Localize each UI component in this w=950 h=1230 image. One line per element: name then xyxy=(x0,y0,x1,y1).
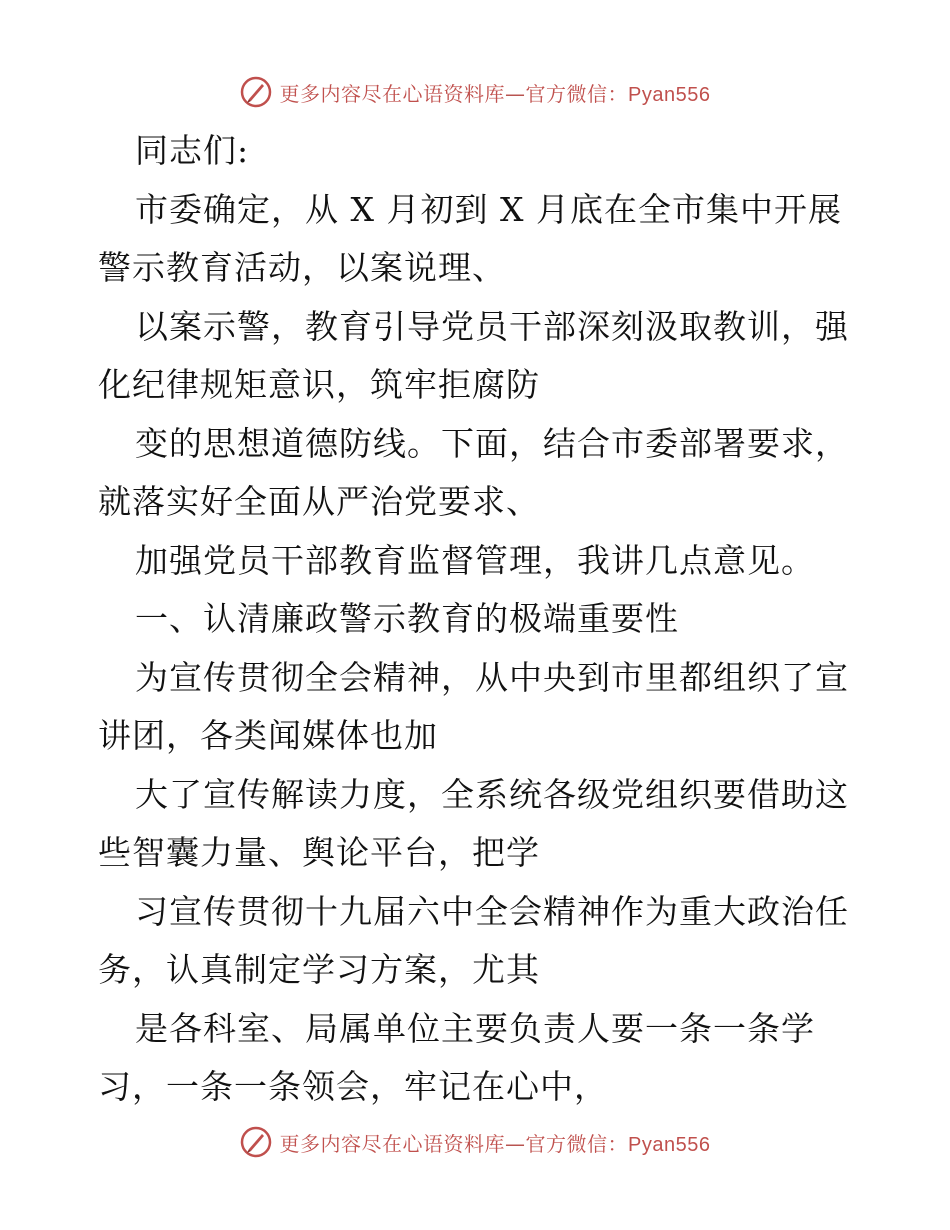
text-line: 同志们: xyxy=(135,131,250,170)
text-line: 为宣传贯彻全会精神，从中央到市里都组织了宣 xyxy=(135,657,849,697)
text-line: 一、认清廉政警示教育的极端重要性 xyxy=(135,599,679,638)
text-line: 习，一条一条领会，牢记在心中， xyxy=(98,1067,608,1106)
watermark-wechat-id: Pyan556 xyxy=(628,83,711,106)
watermark-site: 更多内容尽在心语资料库 xyxy=(279,1131,506,1156)
text-line: 化纪律规矩意识，筑牢拒腐防 xyxy=(98,365,540,404)
text-line: 务，认真制定学习方案，尤其 xyxy=(98,950,540,989)
page-footer-watermark xyxy=(0,1122,950,1162)
quill-pen-logo-icon xyxy=(240,1126,272,1158)
watermark-official: 官方微信： xyxy=(525,1131,629,1156)
quill-pen-logo-icon xyxy=(240,76,272,108)
watermark-separator: — xyxy=(505,1131,526,1156)
text-line: 加强党员干部教育监督管理，我讲几点意见。 xyxy=(135,540,815,580)
text-line: 些智囊力量、舆论平台，把学 xyxy=(98,833,540,872)
text-line: 大了宣传解读力度，全系统各级党组织要借助这 xyxy=(135,774,849,814)
watermark-separator: — xyxy=(505,81,526,106)
document-body xyxy=(98,122,858,1117)
watermark-wechat-id: Pyan556 xyxy=(628,1133,711,1156)
text-line: 就落实好全面从严治党要求、 xyxy=(98,482,540,521)
watermark-site: 更多内容尽在心语资料库 xyxy=(279,81,506,106)
watermark-official: 官方微信： xyxy=(525,81,629,106)
watermark-text xyxy=(280,1128,711,1157)
watermark-text xyxy=(280,78,711,107)
text-line: 习宣传贯彻十九届六中全会精神作为重大政治任 xyxy=(135,891,849,931)
text-line: 警示教育活动，以案说理、 xyxy=(98,248,506,287)
text-line: 以案示警，教育引导党员干部深刻汲取教训，强 xyxy=(135,306,849,346)
text-line: 变的思想道德防线。下面，结合市委部署要求， xyxy=(135,423,849,463)
text-line: 是各科室、局属单位主要负责人要一条一条学 xyxy=(135,1008,815,1048)
text-line: 市委确定，从 X 月初到 X 月底在全市集中开展 xyxy=(135,189,842,229)
text-line: 讲团，各类闻媒体也加 xyxy=(98,716,438,755)
page-header-watermark xyxy=(0,72,950,112)
